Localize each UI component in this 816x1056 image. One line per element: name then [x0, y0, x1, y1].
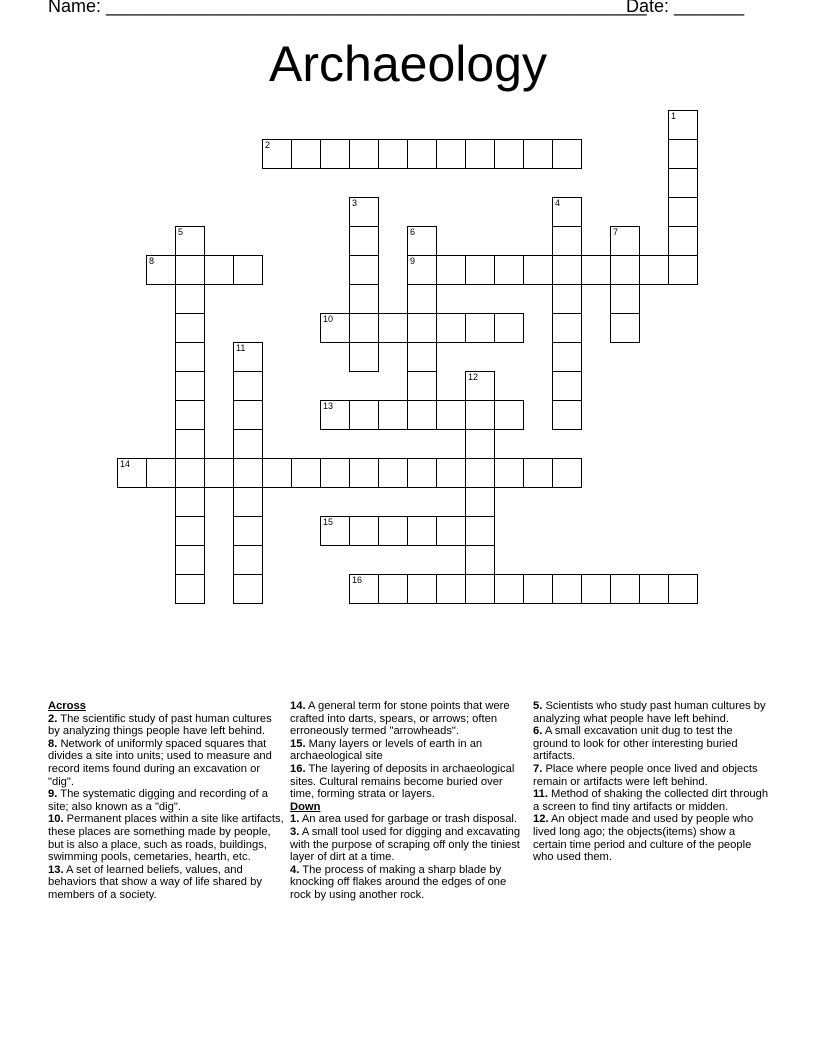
crossword-cell[interactable]: [552, 458, 582, 488]
crossword-cell[interactable]: [668, 197, 698, 227]
clue-number: 2: [265, 140, 271, 150]
clue-number: 8: [149, 256, 155, 266]
clue-number: 5: [178, 227, 184, 237]
clue-number: 6.: [533, 725, 543, 738]
crossword-cell[interactable]: [175, 429, 205, 459]
crossword-cell[interactable]: [349, 313, 379, 343]
clues-column-2: [290, 700, 526, 902]
clue-item: [48, 738, 284, 788]
crossword-cell[interactable]: [639, 574, 669, 604]
crossword-cell[interactable]: [668, 255, 698, 285]
crossword-cell[interactable]: [349, 400, 379, 430]
crossword-cell[interactable]: [610, 284, 640, 314]
clue-number: 3.: [290, 825, 300, 838]
crossword-cell[interactable]: [407, 458, 437, 488]
crossword-cell[interactable]: [407, 139, 437, 169]
crossword-cell[interactable]: [291, 139, 321, 169]
crossword-cell[interactable]: [378, 313, 408, 343]
clue-text: Place where people once lived and objects remain or artifacts were left behind.: [533, 762, 758, 788]
name-field[interactable]: Name: ______________________________________________________: [48, 0, 647, 16]
crossword-cell[interactable]: [378, 516, 408, 546]
crossword-cell[interactable]: [291, 458, 321, 488]
clue-item: [533, 763, 769, 788]
crossword-cell[interactable]: [436, 255, 466, 285]
crossword-cell[interactable]: [175, 545, 205, 575]
clue-item: [290, 763, 526, 801]
crossword-cell[interactable]: [233, 429, 263, 459]
crossword-cell[interactable]: [146, 458, 176, 488]
crossword-cell[interactable]: [233, 516, 263, 546]
clue-number: 9.: [48, 788, 58, 801]
crossword-cell[interactable]: [465, 313, 495, 343]
clue-text: An area used for garbage or trash disposal.: [299, 813, 518, 826]
clue-text: Network of uniformly spaced squares that divides a site into units; used to measure and record items found during an excavation or "dig".: [48, 737, 272, 788]
crossword-cell[interactable]: [349, 226, 379, 256]
crossword-cell[interactable]: [349, 197, 379, 227]
crossword-cell[interactable]: [552, 342, 582, 372]
crossword-cell[interactable]: [610, 574, 640, 604]
page-title: Archaeology: [269, 36, 547, 92]
crossword-cell[interactable]: [668, 168, 698, 198]
clue-number: 15.: [290, 737, 306, 750]
crossword-cell[interactable]: [552, 400, 582, 430]
crossword-cell[interactable]: [552, 255, 582, 285]
crossword-cell[interactable]: [552, 139, 582, 169]
crossword-cell[interactable]: [175, 400, 205, 430]
crossword-cell[interactable]: [494, 313, 524, 343]
crossword-cell[interactable]: [407, 255, 437, 285]
clue-text: A set of learned beliefs, values, and behaviors that show a way of life shared by members of a society.: [48, 863, 262, 901]
crossword-cell[interactable]: [552, 574, 582, 604]
crossword-cell[interactable]: [349, 284, 379, 314]
crossword-cell[interactable]: [494, 574, 524, 604]
crossword-cell[interactable]: [465, 516, 495, 546]
crossword-cell[interactable]: [175, 342, 205, 372]
crossword-cell[interactable]: [407, 516, 437, 546]
clue-text: Method of shaking the collected dirt through a screen to find tiny artifacts or midden.: [533, 788, 769, 813]
crossword-cell[interactable]: [581, 255, 611, 285]
crossword-cell[interactable]: [233, 400, 263, 430]
crossword-cell[interactable]: [175, 313, 205, 343]
clue-text: Scientists who study past human cultures by analyzing what people have left behind.: [533, 700, 766, 725]
crossword-cell[interactable]: [378, 574, 408, 604]
crossword-cell[interactable]: [552, 313, 582, 343]
clue-number: 7.: [533, 762, 543, 775]
crossword-cell[interactable]: [436, 313, 466, 343]
crossword-cell[interactable]: [552, 284, 582, 314]
crossword-cell[interactable]: [407, 284, 437, 314]
clue-text: A small excavation unit dug to test the ground to look for other interesting buried artifacts.: [533, 725, 738, 763]
clue-item: [290, 738, 526, 763]
crossword-cell[interactable]: [175, 458, 205, 488]
crossword-cell[interactable]: [175, 487, 205, 517]
crossword-cell[interactable]: [465, 487, 495, 517]
crossword-cell[interactable]: [436, 516, 466, 546]
clue-list: [290, 700, 526, 801]
crossword-cell[interactable]: [610, 313, 640, 343]
crossword-cell[interactable]: [204, 458, 234, 488]
clue-item: [48, 713, 284, 738]
crossword-cell[interactable]: [465, 400, 495, 430]
clue-text: The systematic digging and recording of a site; also known as a "dig".: [48, 788, 268, 813]
clue-number: 15: [323, 517, 334, 527]
crossword-cell[interactable]: [465, 429, 495, 459]
clue-text: The process of making a sharp blade by knocking off flakes around the edges of one rock by using another rock.: [290, 863, 507, 901]
clue-number: 12: [468, 372, 479, 382]
crossword-cell[interactable]: [175, 371, 205, 401]
crossword-cell[interactable]: [668, 139, 698, 169]
crossword-cell[interactable]: [233, 458, 263, 488]
crossword-cell[interactable]: [175, 516, 205, 546]
clue-number: 14: [120, 459, 131, 469]
clue-item: [290, 700, 526, 738]
crossword-cell[interactable]: [407, 574, 437, 604]
clue-number: 16.: [290, 762, 306, 775]
crossword-cell[interactable]: [349, 342, 379, 372]
clue-list: [48, 713, 284, 902]
crossword-cell[interactable]: [668, 226, 698, 256]
crossword-cell[interactable]: [320, 313, 350, 343]
clue-text: Permanent places within a site like artifacts, these places are something made by people, but is also a place, such as roads, buildings, swimming pools, cemetaries, hearth, etc.: [48, 813, 284, 864]
clue-number: 6: [410, 227, 416, 237]
crossword-cell[interactable]: [552, 226, 582, 256]
crossword-cell[interactable]: [320, 458, 350, 488]
crossword-cell[interactable]: [552, 197, 582, 227]
crossword-cell[interactable]: [610, 226, 640, 256]
clue-number: 4.: [290, 863, 300, 876]
clue-number: 13: [323, 401, 334, 411]
clue-text: The scientific study of past human cultures by analyzing things people have left behind.: [48, 712, 272, 738]
crossword-cell[interactable]: [378, 400, 408, 430]
crossword-cell[interactable]: [465, 139, 495, 169]
crossword-cell[interactable]: [262, 139, 292, 169]
crossword-cell[interactable]: [349, 574, 379, 604]
clue-number: 11: [236, 343, 246, 353]
crossword-cell[interactable]: [436, 400, 466, 430]
crossword-cell[interactable]: [494, 139, 524, 169]
clue-number: 4: [555, 198, 561, 208]
crossword-cell[interactable]: [465, 574, 495, 604]
crossword-cell[interactable]: [581, 574, 611, 604]
clue-number: 10: [323, 314, 334, 324]
clue-item: [533, 813, 769, 863]
crossword-cell[interactable]: [320, 139, 350, 169]
clue-number: 8.: [48, 737, 58, 750]
crossword-cell[interactable]: [233, 371, 263, 401]
crossword-cell[interactable]: [175, 574, 205, 604]
crossword-cell[interactable]: [320, 516, 350, 546]
crossword-cell[interactable]: [465, 371, 495, 401]
clue-item: [48, 788, 284, 813]
clue-text: Many layers or levels of earth in an archaeological site: [290, 737, 483, 763]
clue-number: 3: [352, 198, 358, 208]
crossword-cell[interactable]: [465, 255, 495, 285]
clue-number: 11.: [533, 788, 548, 801]
clue-item: [290, 813, 526, 826]
clue-item: [48, 813, 284, 863]
clue-number: 1: [671, 111, 677, 121]
clue-number: 10.: [48, 813, 64, 826]
clue-item: [533, 700, 769, 725]
crossword-cell[interactable]: [233, 574, 263, 604]
clue-number: 9: [410, 256, 416, 266]
clue-item: [533, 788, 769, 813]
clue-number: 13.: [48, 863, 64, 876]
crossword-cell[interactable]: [204, 255, 234, 285]
crossword-cell[interactable]: [233, 545, 263, 575]
clue-number: 14.: [290, 700, 306, 712]
crossword-cell[interactable]: [320, 400, 350, 430]
clue-item: [48, 864, 284, 902]
crossword-cell[interactable]: [175, 226, 205, 256]
crossword-cell[interactable]: [233, 255, 263, 285]
crossword-cell[interactable]: [494, 400, 524, 430]
clue-text: An object made and used by people who lived long ago; the objects(items) show a certain time period and culture of the people who used them.: [533, 813, 754, 864]
crossword-cell[interactable]: [378, 458, 408, 488]
crossword-cell[interactable]: [639, 255, 669, 285]
clue-text: A general term for stone points that were crafted into darts, spears, or arrows; often erroneously termed "arrowheads".: [290, 700, 510, 738]
crossword-cell[interactable]: [668, 574, 698, 604]
crossword-cell[interactable]: [436, 574, 466, 604]
clues-column-3: [533, 700, 769, 864]
crossword-cell[interactable]: [233, 342, 263, 372]
crossword-cell[interactable]: [407, 313, 437, 343]
crossword-cell[interactable]: [407, 371, 437, 401]
down-heading: Down: [290, 800, 321, 813]
crossword-cell[interactable]: [378, 139, 408, 169]
crossword-cell[interactable]: [407, 342, 437, 372]
clue-list: [290, 813, 526, 901]
date-field[interactable]: Date: _______: [626, 0, 745, 16]
crossword-cell[interactable]: [668, 110, 698, 140]
clue-item: [533, 725, 769, 763]
crossword-cell[interactable]: [523, 458, 553, 488]
crossword-cell[interactable]: [175, 255, 205, 285]
crossword-cell[interactable]: [407, 226, 437, 256]
clue-list: [533, 700, 769, 864]
clue-item: [290, 826, 526, 864]
crossword-cell[interactable]: [407, 400, 437, 430]
clue-number: 7: [613, 227, 619, 237]
clue-item: [290, 864, 526, 902]
clue-number: 2.: [48, 712, 58, 725]
crossword-cell[interactable]: [175, 284, 205, 314]
crossword-cell[interactable]: [523, 574, 553, 604]
crossword-cell[interactable]: [523, 139, 553, 169]
crossword-cell[interactable]: [494, 255, 524, 285]
crossword-cell[interactable]: [117, 458, 147, 488]
crossword-cell[interactable]: [349, 458, 379, 488]
crossword-cell[interactable]: [523, 255, 553, 285]
clue-number: 1.: [290, 813, 300, 826]
crossword-cell[interactable]: [610, 255, 640, 285]
clues-column-1: [48, 700, 284, 902]
across-heading: Across: [48, 700, 86, 712]
crossword-cell[interactable]: [436, 458, 466, 488]
crossword-cell[interactable]: [349, 516, 379, 546]
crossword-cell[interactable]: [494, 458, 524, 488]
crossword-cell[interactable]: [349, 255, 379, 285]
clue-number: 16: [352, 575, 363, 585]
crossword-cell[interactable]: [552, 371, 582, 401]
crossword-cell[interactable]: [465, 458, 495, 488]
clue-text: The layering of deposits in archaeological sites. Cultural remains become buried over time, forming strata or layers.: [290, 762, 515, 801]
crossword-cell[interactable]: [233, 487, 263, 517]
crossword-cell[interactable]: [262, 458, 292, 488]
clue-number: 12.: [533, 813, 549, 826]
clue-number: 5.: [533, 700, 543, 712]
crossword-cell[interactable]: [465, 545, 495, 575]
crossword-cell[interactable]: [436, 139, 466, 169]
clue-text: A small tool used for digging and excavating with the purpose of scraping off only the tiniest layer of dirt at a time.: [290, 825, 521, 864]
crossword-cell[interactable]: [349, 139, 379, 169]
crossword-cell[interactable]: [146, 255, 176, 285]
